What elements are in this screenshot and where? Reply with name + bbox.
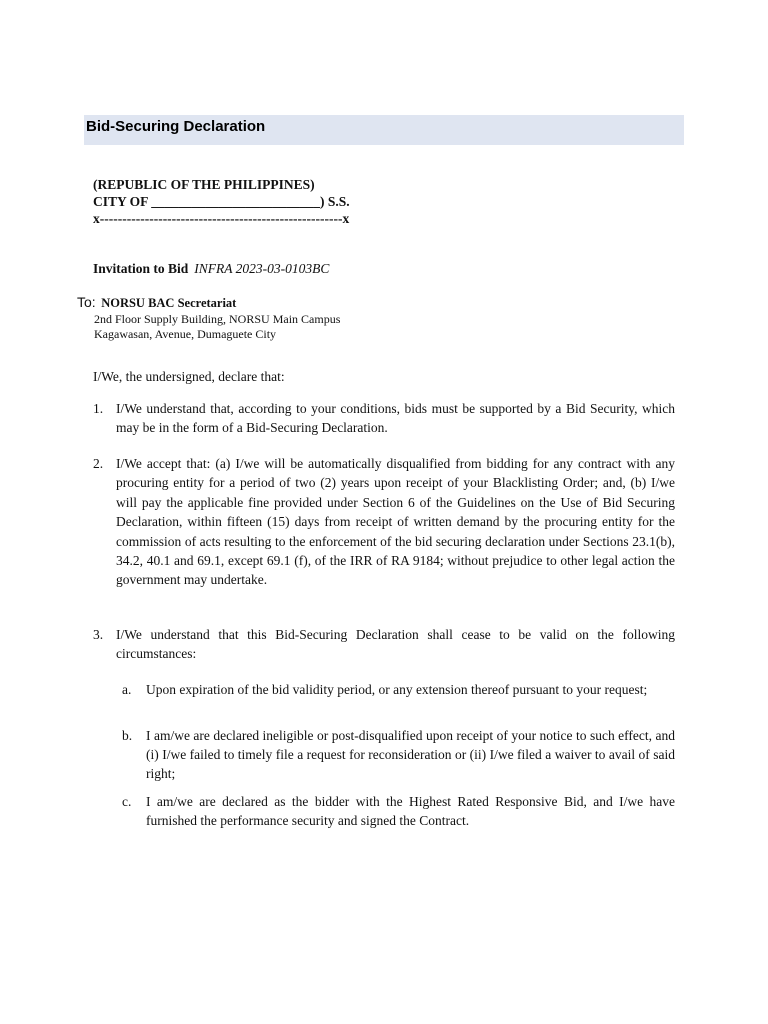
list-item <box>93 625 675 664</box>
list-item <box>93 399 675 438</box>
sub-item-text: I am/we are declared ineligible or post-disqualified upon receipt of your notice to such effect, and (i) I/we failed to timely file a request for reconsideration or (ii) I/we filed a waiver to avail of said right; <box>146 728 675 781</box>
sub-item-letter: c. <box>122 794 132 809</box>
invitation-reference: INFRA 2023-03-0103BC <box>194 261 330 276</box>
sub-list-item <box>122 726 675 783</box>
separator-line: x------------------------------------------------------x <box>93 211 350 226</box>
list-item-number: 1. <box>93 401 104 416</box>
recipient-name: NORSU BAC Secretariat <box>101 296 237 310</box>
recipient-address-line1: 2nd Floor Supply Building, NORSU Main Campus <box>94 312 341 326</box>
list-item-number: 2. <box>93 456 104 471</box>
jurisdiction-header <box>93 176 350 227</box>
section-title: Bid-Securing Declaration <box>86 118 266 135</box>
sub-item-text: I am/we are declared as the bidder with the Highest Rated Responsive Bid, and I/we have furnished the performance security and signed the Contract. <box>146 794 675 828</box>
sub-item-letter: a. <box>122 682 132 697</box>
sub-item-text: Upon expiration of the bid validity period, or any extension thereof pursuant to your request; <box>146 682 648 697</box>
list-item-text: I/We understand that, according to your conditions, bids must be supported by a Bid Security, which may be in the form of a Bid-Securing Declaration. <box>116 401 675 436</box>
list-item-number: 3. <box>93 627 104 642</box>
republic-line: (REPUBLIC OF THE PHILIPPINES) <box>93 177 315 192</box>
list-item <box>93 454 675 590</box>
invitation-to-bid <box>93 261 329 277</box>
section-title-bar <box>84 115 684 145</box>
invitation-label: Invitation to Bid <box>93 261 189 276</box>
declaration-intro: I/We, the undersigned, declare that: <box>93 369 285 384</box>
city-line: CITY OF _________________________) S.S. <box>93 194 350 209</box>
recipient-block <box>77 294 341 342</box>
sub-list-item <box>122 792 675 830</box>
recipient-address-line2: Kagawasan, Avenue, Dumaguete City <box>94 327 277 341</box>
to-label: To: <box>77 294 96 310</box>
sub-item-letter: b. <box>122 728 133 743</box>
list-item-text: I/We accept that: (a) I/we will be automatically disqualified from bidding for any contract with any procuring entity for a period of two (2) years upon receipt of your Blacklisting Order; and, (b) I/we will pay the applicable fine provided under Section 6 of the Guidelines on the Use of Bid Securing Declaration, within fifteen (15) days from receipt of written demand by the procuring entity for the commission of acts resulting to the enforcement of the bid securing declaration under Sections 23.1(b), 34.2, 40.1 and 69.1, except 69.1 (f), of the IRR of RA 9184; without prejudice to other legal action the government may undertake. <box>116 456 675 588</box>
list-item-text: I/We understand that this Bid-Securing Declaration shall cease to be valid on the following circumstances: <box>116 627 675 662</box>
sub-list-item <box>122 680 675 699</box>
